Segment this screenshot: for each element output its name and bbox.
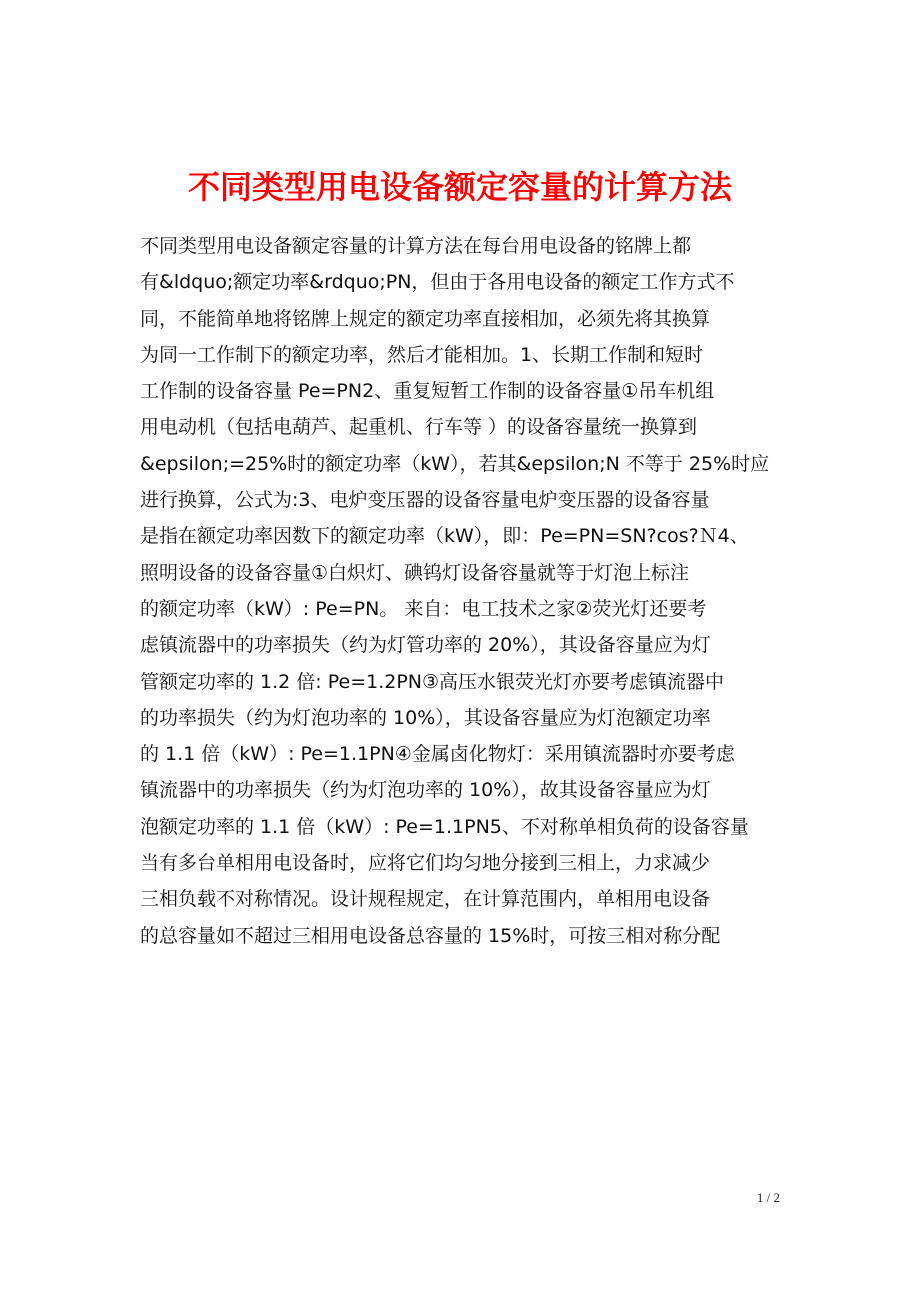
text-line: 当有多台单相用电设备时，应将它们均匀地分接到三相上，力求减少 xyxy=(140,852,711,875)
text-line: 的额定功率（kW）: Pe=PN。 来自：电工技术之家②荧光灯还要考 xyxy=(140,597,707,620)
text-line: 有&ldquo;额定功率&rdquo;PN，但由于各用电设备的额定工作方式不 xyxy=(140,271,735,294)
document-title: 不同类型用电设备额定容量的计算方法 xyxy=(187,168,732,207)
text-line: 的 1.1 倍（kW）: Pe=1.1PN④金属卤化物灯：采用镇流器时亦要考虑 xyxy=(140,743,735,766)
text-line: 照明设备的设备容量①白炽灯、碘钨灯设备容量就等于灯泡上标注 xyxy=(140,561,690,584)
text-line: 是指在额定功率因数下的额定功率（kW），即：Pe=PN=SN?cos?Ｎ4、 xyxy=(140,525,749,548)
text-line: 为同一工作制下的额定功率，然后才能相加。1、长期工作制和短时 xyxy=(140,343,704,366)
text-line: 的功率损失（约为灯泡功率的 10%），其设备容量应为灯泡额定功率 xyxy=(140,706,711,729)
text-line: 用电动机（包括电葫芦、起重机、行车等 ）的设备容量统一换算到 xyxy=(140,416,698,439)
text-line: 进行换算，公式为:3、电炉变压器的设备容量电炉变压器的设备容量 xyxy=(140,489,710,512)
text-line: 不同类型用电设备额定容量的计算方法在每台用电设备的铭牌上都 xyxy=(140,235,692,257)
text-line: 同，不能简单地将铭牌上规定的额定功率直接相加，必须先将其换算 xyxy=(140,307,711,330)
text-line: 镇流器中的功率损失（约为灯泡功率的 10%），故其设备容量应为灯 xyxy=(140,779,711,802)
page-number: 1 / 2 xyxy=(756,1190,780,1205)
text-line: 虑镇流器中的功率损失（约为灯管功率的 20%），其设备容量应为灯 xyxy=(140,634,711,657)
text-line: 三相负载不对称情况。设计规程规定，在计算范围内，单相用电设备 xyxy=(140,888,711,911)
text-line: 管额定功率的 1.2 倍: Pe=1.2PN③高压水银荧光灯亦要考虑镇流器中 xyxy=(140,670,725,693)
text-line: &epsilon;=25%时的额定功率（kW），若其&epsilon;N 不等于 25%时应 xyxy=(140,452,770,475)
text-line: 工作制的设备容量 Pe=PN2、重复短暂工作制的设备容量①吊车机组 xyxy=(140,380,715,403)
text-line: 泡额定功率的 1.1 倍（kW）: Pe=1.1PN5、不对称单相负荷的设备容量 xyxy=(140,815,749,838)
text-line: 的总容量如不超过三相用电设备总容量的 15%时，可按三相对称分配 xyxy=(140,924,721,947)
body-text xyxy=(140,228,800,954)
